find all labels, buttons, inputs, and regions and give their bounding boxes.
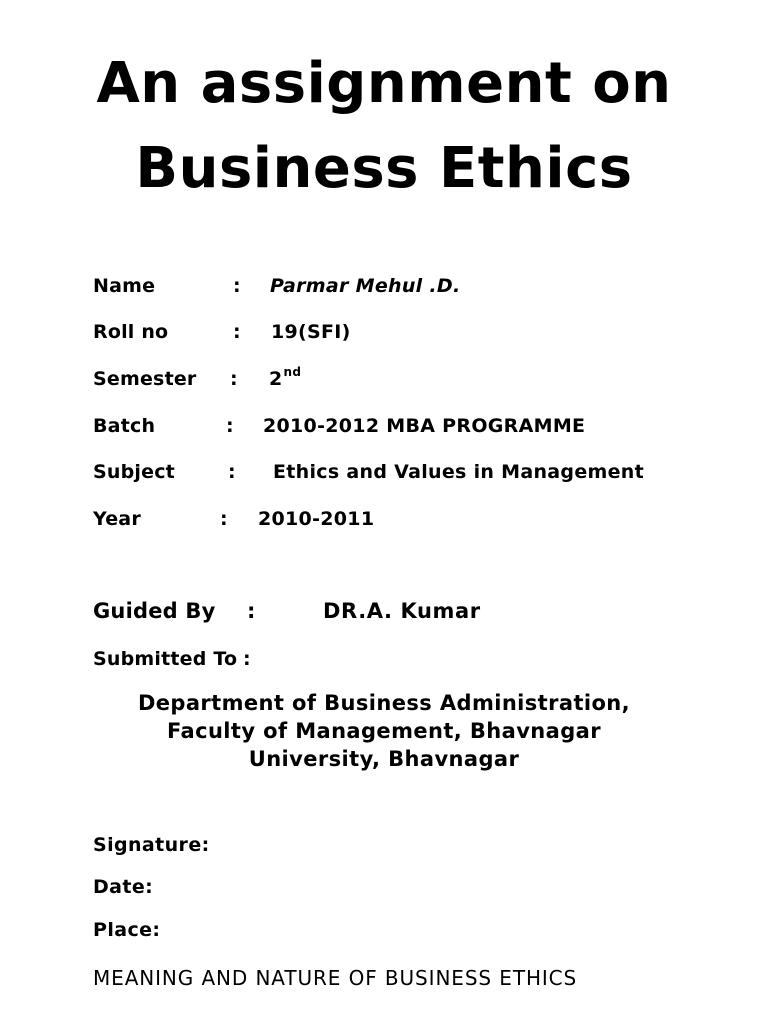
semester-label: Semester <box>93 368 197 390</box>
batch-value: 2010-2012 MBA PROGRAMME <box>263 415 586 437</box>
title-line-2: Business Ethics <box>135 136 633 201</box>
guided-by-label: Guided By <box>93 599 216 623</box>
date-field: Date: <box>93 876 154 898</box>
subject-value: Ethics and Values in Management <box>273 461 644 483</box>
roll-no-value: 19(SFI) <box>271 321 351 343</box>
semester-colon: : <box>230 368 238 390</box>
section-heading: MEANING AND NATURE OF BUSINESS ETHICS <box>93 966 578 990</box>
name-label: Name <box>93 275 156 297</box>
roll-no-colon: : <box>233 321 241 343</box>
title-line-1: An assignment on <box>96 51 672 116</box>
semester-number: 2 <box>269 368 283 390</box>
place-field: Place: <box>93 919 161 941</box>
submitted-to-colon: : <box>243 648 251 670</box>
year-label: Year <box>93 508 141 530</box>
submitted-to-label: Submitted To <box>93 648 238 670</box>
subject-label: Subject <box>93 461 175 483</box>
roll-no-label: Roll no <box>93 321 169 343</box>
department-line-3: University, Bhavnagar <box>248 747 520 771</box>
department-address <box>0 689 768 773</box>
semester-value <box>269 365 302 390</box>
semester-suffix: nd <box>283 365 302 379</box>
name-colon: : <box>233 275 241 297</box>
subject-colon: : <box>228 461 236 483</box>
year-colon: : <box>220 508 228 530</box>
guided-by-value: DR.A. Kumar <box>323 599 481 623</box>
department-line-1: Department of Business Administration, <box>137 691 631 715</box>
department-line-2: Faculty of Management, Bhavnagar <box>167 719 601 743</box>
name-value: Parmar Mehul .D. <box>270 275 461 297</box>
batch-colon: : <box>226 415 234 437</box>
signature-field: Signature: <box>93 834 210 856</box>
year-value: 2010-2011 <box>258 508 375 530</box>
batch-label: Batch <box>93 415 156 437</box>
guided-by-colon: : <box>247 599 256 623</box>
